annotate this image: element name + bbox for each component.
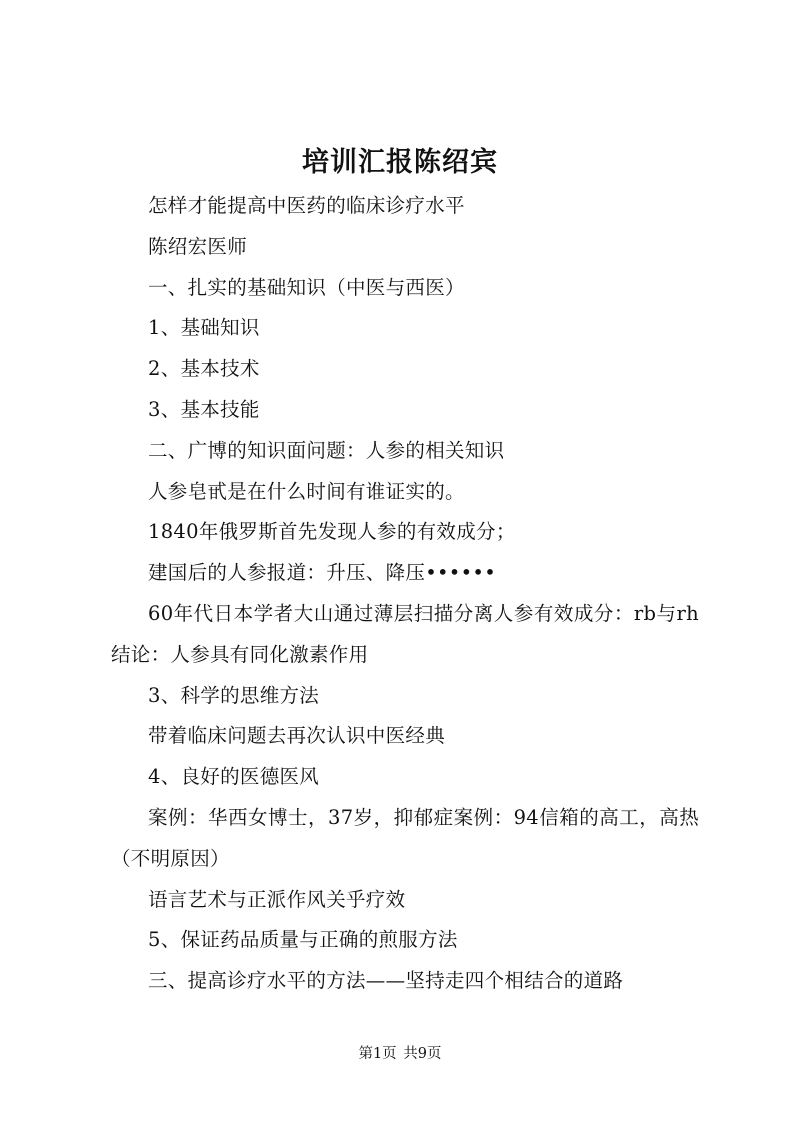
paragraph: 人参皂甙是在什么时间有谁证实的。 <box>148 479 465 503</box>
paragraph: 语言艺术与正派作风关乎疗效 <box>148 887 406 911</box>
document-title: 培训汇报陈绍宾 <box>302 147 498 178</box>
page-footer <box>0 1044 800 1064</box>
paragraph: 2、基本技术 <box>148 357 260 381</box>
paragraph: 二、广博的知识面问题：人参的相关知识 <box>148 438 505 462</box>
page-total: 共9页 <box>403 1046 442 1062</box>
paragraph: 1、基础知识 <box>148 316 260 340</box>
paragraph: 建国后的人参报道：升压、降压•••••• <box>148 561 497 585</box>
paragraph: 案例：华西女博士，37岁，抑郁症案例：94信箱的高工，高热（不明原因） <box>111 805 699 870</box>
paragraph: 1840年俄罗斯首先发现人参的有效成分； <box>148 520 516 544</box>
paragraph: 4、良好的医德医风 <box>148 765 320 789</box>
paragraph: 一、扎实的基础知识（中医与西医） <box>148 275 465 299</box>
paragraph: 3、基本技能 <box>148 397 260 421</box>
paragraph: 60年代日本学者大山通过薄层扫描分离人参有效成分：rb与rh结论：人参具有同化激素作用 <box>111 601 699 666</box>
paragraph: 怎样才能提高中医药的临床诊疗水平 <box>148 194 465 217</box>
paragraph: 3、科学的思维方法 <box>148 683 320 707</box>
paragraph: 陈绍宏医师 <box>148 234 248 258</box>
page-number: 第1页 <box>358 1046 397 1062</box>
paragraph: 5、保证药品质量与正确的煎服方法 <box>148 928 458 952</box>
document-body <box>111 186 699 1002</box>
paragraph: 三、提高诊疗水平的方法——坚持走四个相结合的道路 <box>148 969 624 993</box>
paragraph: 带着临床问题去再次认识中医经典 <box>148 724 446 748</box>
